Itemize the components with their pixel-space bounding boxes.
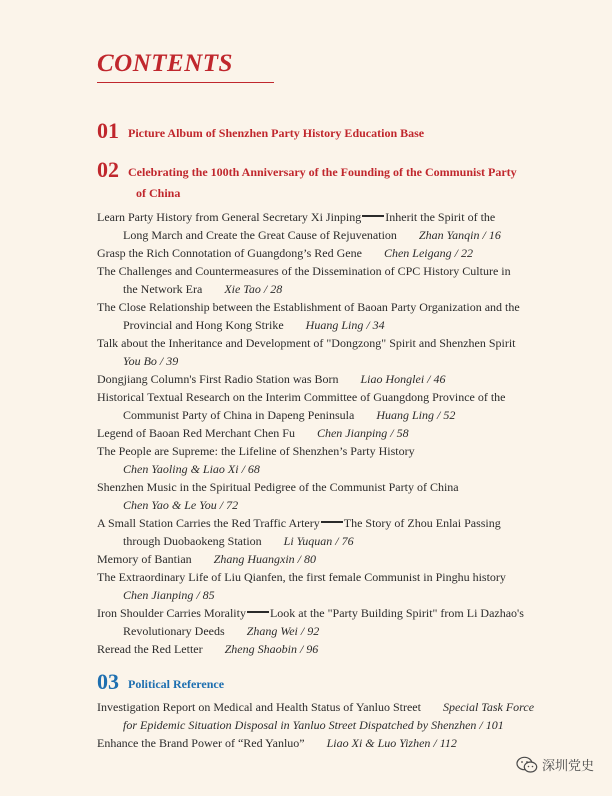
entry-title: Investigation Report on Medical and Health Status of Yanluo Street — [97, 700, 421, 714]
entry-author-page: Chen Yao & Le You / 72 — [123, 498, 239, 512]
entry-title: The Close Relationship between the Establishment of Baoan Party Organization and the — [97, 300, 520, 314]
section-title: Picture Album of Shenzhen Party History Education Base — [128, 126, 425, 140]
toc-entry-line — [123, 498, 238, 512]
toc-entry-line — [123, 408, 455, 422]
toc-entry-line — [97, 390, 506, 404]
section-title: Celebrating the 100th Anniversary of the Founding of the Communist Party — [128, 165, 517, 179]
entry-title: The Extraordinary Life of Liu Qianfen, the first female Communist in Pinghu history — [97, 570, 506, 584]
entry-title: Learn Party History from General Secretary Xi Jinping — [97, 210, 362, 224]
entry-title: The Challenges and Countermeasures of the Dissemination of CPC History Culture in — [97, 264, 511, 278]
entry-title: Provincial and Hong Kong Strike — [123, 318, 284, 332]
toc-entry-line — [97, 300, 520, 314]
entry-title: Grasp the Rich Connotation of Guangdong’s Red Gene — [97, 246, 362, 260]
toc-entry-line — [97, 736, 457, 750]
toc-entry-line — [123, 588, 215, 602]
entry-author-page: Chen Yaoling & Liao Xi / 68 — [123, 462, 260, 476]
entry-author-page: Liao Xi & Luo Yizhen / 112 — [326, 736, 457, 750]
toc-entry-line — [123, 462, 260, 476]
toc-entry-line — [97, 426, 409, 440]
entry-title: A Small Station Carries the Red Traffic Artery — [97, 516, 320, 530]
entry-title: Historical Textual Research on the Interim Committee of Guangdong Province of the — [97, 390, 506, 404]
entry-author-page: Zhan Yanqin / 16 — [418, 228, 501, 242]
entry-author-page: Zheng Shaobin / 96 — [224, 642, 319, 656]
entry-title: Revolutionary Deeds — [123, 624, 225, 638]
entry-author-page: Zhang Huangxin / 80 — [213, 552, 316, 566]
entry-author-page: Zhang Wei / 92 — [246, 624, 320, 638]
section-03-heading — [97, 669, 224, 695]
entry-author-page: Huang Ling / 52 — [376, 408, 456, 422]
wechat-icon — [516, 756, 538, 774]
section-number: 02 — [97, 157, 119, 182]
page-title: CONTENTS — [97, 50, 233, 77]
toc-entry-line — [97, 444, 415, 458]
entry-author-page: for Epidemic Situation Disposal in Yanluo Street Dispatched by Shenzhen / 101 — [123, 718, 504, 732]
toc-entry-line — [97, 570, 506, 584]
section-number: 03 — [97, 669, 119, 694]
toc-entry-line — [97, 552, 316, 566]
entry-title: through Duobaokeng Station — [123, 534, 262, 548]
entry-title: Shenzhen Music in the Spiritual Pedigree of the Communist Party of China — [97, 480, 459, 494]
toc-entry-line — [97, 246, 473, 260]
watermark — [516, 755, 594, 774]
entry-title: Iron Shoulder Carries Morality — [97, 606, 246, 620]
section-number: 01 — [97, 118, 119, 143]
toc-entry-line — [123, 534, 354, 548]
toc-entry-line — [97, 516, 501, 530]
entry-title: Reread the Red Letter — [97, 642, 203, 656]
toc-entry-line — [97, 606, 524, 620]
entry-author-page: Chen Leigang / 22 — [383, 246, 473, 260]
em-dash — [247, 611, 269, 613]
toc-entry-line — [123, 624, 319, 638]
watermark-text: 深圳党史 — [541, 759, 594, 774]
entry-author-page: You Bo / 39 — [123, 354, 179, 368]
entry-title: Long March and Create the Great Cause of Rejuvenation — [123, 228, 397, 242]
em-dash — [321, 521, 343, 523]
entry-author-page: Li Yuquan / 76 — [283, 534, 354, 548]
toc-entry-line — [97, 210, 495, 224]
toc-entry-line — [97, 480, 459, 494]
entry-title: Talk about the Inheritance and Development of "Dongzong" Spirit and Shenzhen Spirit — [97, 336, 516, 350]
toc-entry-line — [123, 718, 504, 732]
entry-author-page: Chen Jianping / 85 — [123, 588, 215, 602]
entry-subtitle: Look at the "Party Building Spirit" from Li Dazhao's — [269, 606, 524, 620]
section-title: Political Reference — [128, 677, 225, 691]
section-02-heading — [97, 157, 517, 183]
toc-entry-line — [123, 318, 385, 332]
section-title-continued: of China — [136, 186, 181, 200]
toc-entry-line — [123, 354, 178, 368]
entry-title: the Network Era — [123, 282, 203, 296]
entry-subtitle: Inherit the Spirit of the — [385, 210, 496, 224]
entry-title: Communist Party of China in Dapeng Peninsula — [123, 408, 355, 422]
entry-title: Enhance the Brand Power of “Red Yanluo” — [97, 736, 305, 750]
entry-subtitle: The Story of Zhou Enlai Passing — [343, 516, 501, 530]
entry-author-page: Xie Tao / 28 — [224, 282, 283, 296]
toc-entry-line — [97, 336, 516, 350]
toc-entry-line — [97, 372, 446, 386]
em-dash — [362, 215, 384, 217]
entry-title: Memory of Bantian — [97, 552, 192, 566]
entry-title: Dongjiang Column's First Radio Station was Born — [97, 372, 339, 386]
toc-entry-line — [123, 282, 282, 296]
section-01-heading — [97, 118, 424, 144]
toc-entry-line — [123, 228, 501, 242]
entry-title: The People are Supreme: the Lifeline of Shenzhen’s Party History — [97, 444, 415, 458]
toc-entry-line — [97, 642, 318, 656]
entry-author-page: Huang Ling / 34 — [305, 318, 385, 332]
entry-author-page: Special Task Force — [442, 700, 535, 714]
toc-entry-line — [97, 700, 534, 714]
entry-title: Legend of Baoan Red Merchant Chen Fu — [97, 426, 295, 440]
entry-author-page: Liao Honglei / 46 — [360, 372, 446, 386]
entry-author-page: Chen Jianping / 58 — [316, 426, 409, 440]
toc-entry-line — [97, 264, 511, 278]
title-underline — [97, 82, 274, 83]
